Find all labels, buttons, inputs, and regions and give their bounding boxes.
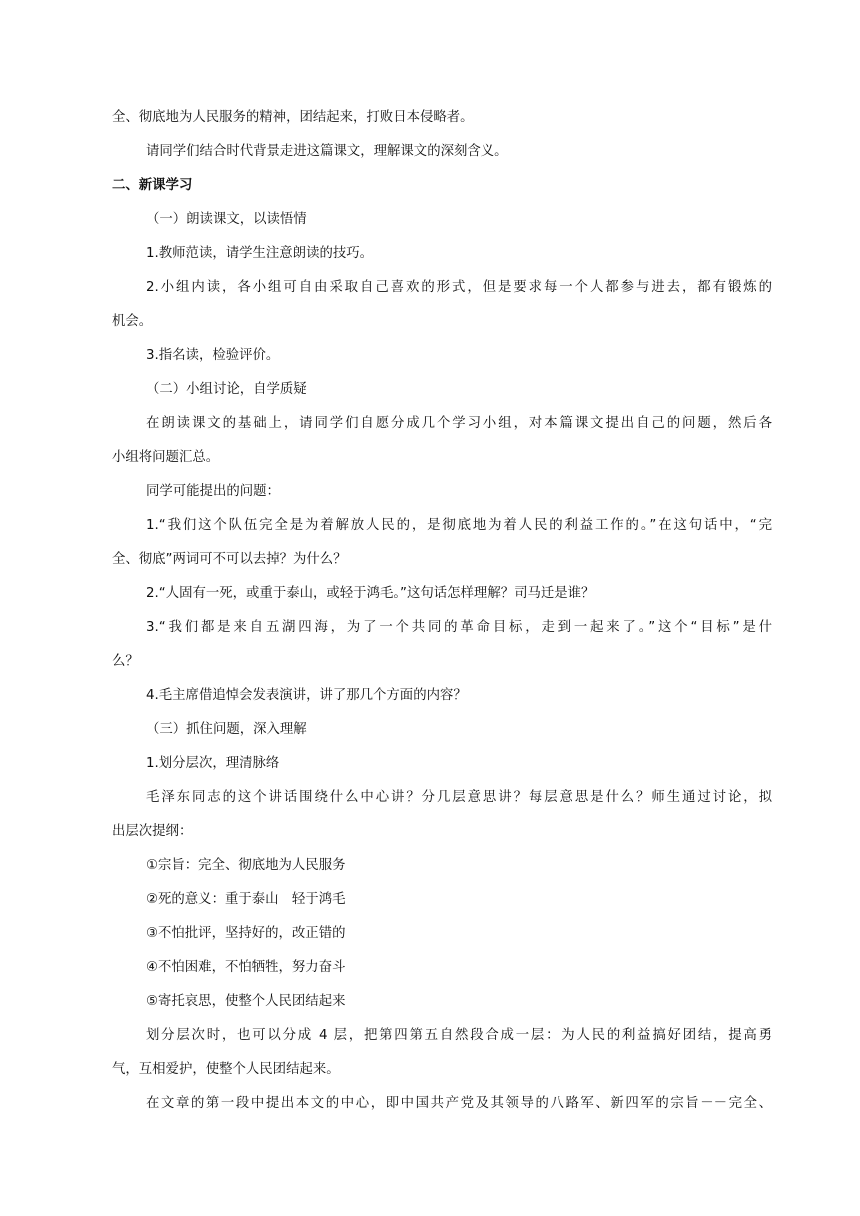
text-line: 3.“我们都是来自五湖四海，为了一个共同的革命目标，走到一起来了。”这个“目标”是什 [146, 620, 772, 635]
text-line: 么？ [112, 654, 139, 669]
text-line: 气，互相爱护，使整个人民团结起来。 [112, 1062, 340, 1077]
text-line: ③不怕批评，坚持好的，改正错的 [146, 926, 346, 941]
text-line: 小组将问题汇总。 [112, 450, 220, 465]
text-line: ②死的意义：重于泰山 轻于鸿毛 [146, 892, 346, 907]
text-line: 机会。 [112, 314, 153, 329]
text-line: 划分层次时，也可以分成 4 层，把第四第五自然段合成一层：为人民的利益搞好团结，提高勇 [146, 1028, 772, 1043]
text-line: 出层次提纲： [112, 824, 193, 839]
text-line: 全、彻底地为人民服务的精神，团结起来，打败日本侵略者。 [112, 110, 474, 125]
text-line: 2.小组内读，各小组可自由采取自己喜欢的形式，但是要求每一个人都参与进去，都有锻炼的 [146, 280, 772, 295]
text-line: 在朗读课文的基础上，请同学们自愿分成几个学习小组，对本篇课文提出自己的问题，然后各 [146, 416, 772, 431]
text-line: ⑤寄托哀思，使整个人民团结起来 [146, 994, 346, 1009]
text-line: 3.指名读，检验评价。 [146, 348, 280, 363]
text-line: 毛泽东同志的这个讲话围绕什么中心讲？分几层意思讲？每层意思是什么？师生通过讨论，拟 [146, 790, 772, 805]
text-line: 请同学们结合时代背景走进这篇课文，理解课文的深刻含义。 [146, 144, 508, 159]
document-page [112, 101, 772, 1121]
text-line: ①宗旨：完全、彻底地为人民服务 [146, 858, 346, 873]
text-line: 1.划分层次，理清脉络 [146, 756, 280, 771]
text-line: 1.教师范读，请学生注意朗读的技巧。 [146, 246, 374, 261]
text-line: 全、彻底”两词可不可以去掉？为什么？ [112, 552, 347, 567]
text-line: 4.毛主席借追悼会发表演讲，讲了那几个方面的内容？ [146, 688, 467, 703]
text-line: 1.“我们这个队伍完全是为着解放人民的，是彻底地为着人民的利益工作的。”在这句话中，“完 [146, 518, 772, 533]
text-line: ④不怕困难，不怕牺牲，努力奋斗 [146, 960, 346, 975]
text-line: 2.“人固有一死，或重于泰山，或轻于鸿毛。”这句话怎样理解？司马迁是谁？ [146, 586, 595, 601]
section-heading: 二、新课学习 [112, 178, 193, 193]
text-line: （一）朗读课文，以读悟情 [146, 212, 307, 227]
text-line: 在文章的第一段中提出本文的中心，即中国共产党及其领导的八路军、新四军的宗旨－－完全、 [146, 1096, 772, 1111]
text-line: （三）抓住问题，深入理解 [146, 722, 307, 737]
text-line: （二）小组讨论，自学质疑 [146, 382, 307, 397]
text-line: 同学可能提出的问题： [146, 484, 280, 499]
